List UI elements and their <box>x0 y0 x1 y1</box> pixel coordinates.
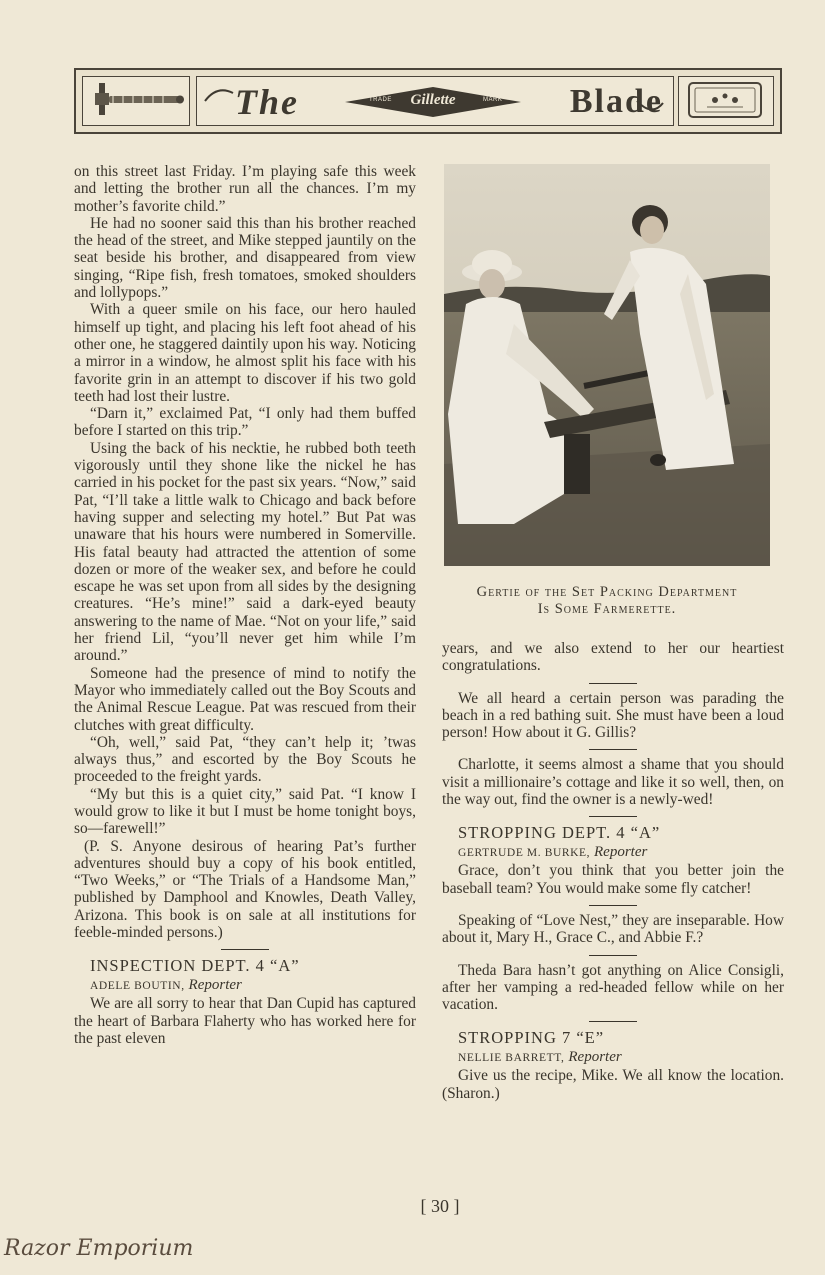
reporter-name: NELLIE BARRETT, <box>458 1052 565 1065</box>
section-divider <box>589 816 637 817</box>
reporter-role: Reporter <box>188 977 242 994</box>
news-item: Give us the recipe, Mike. We all know the location. (Sharon.) <box>442 1067 784 1102</box>
reporter-byline <box>442 1048 784 1067</box>
left-column <box>74 163 416 1047</box>
item-divider <box>589 683 637 684</box>
caption-line: Is Some Farmerette. <box>537 601 677 617</box>
masthead-title-box <box>196 76 674 126</box>
news-item: Charlotte, it seems almost a shame that you should visit a millionaire’s cottage and like it so well, then, on the way out, find the owner is a newly-wed! <box>442 756 784 809</box>
news-item: Speaking of “Love Nest,” they are inseparable. How about it, Mary H., Grace C., and Abbie F.? <box>442 911 784 947</box>
masthead-razor-illustration <box>82 76 190 126</box>
farmerette-photo <box>444 164 770 566</box>
masthead <box>74 68 782 134</box>
paragraph: “Darn it,” exclaimed Pat, “I only had them buffed before I started on this trip.” <box>74 405 416 440</box>
reporter-role: Reporter <box>594 844 648 861</box>
reporter-byline <box>74 976 416 995</box>
masthead-title-the: The <box>235 82 299 122</box>
item-divider <box>589 955 637 956</box>
right-column <box>442 640 784 1102</box>
section-divider <box>221 949 269 950</box>
paragraph: With a queer smile on his face, our hero hauled himself up tight, and placing his left foot ahead of his other one, he staggered daintily upon his way. Noticing a mirror in a window, he almost split his face with his favorite grin in an attempt to discover if his two gold teeth had lost their lustre. <box>74 301 416 405</box>
paragraph: He had no sooner said this than his brother reached the head of the street, and Mike stepped jauntily on the seat beside his brother, and disappeared from view singing, “Ripe fish, fresh tomatoes, smoked shoulders and lollypops.” <box>74 214 416 302</box>
reporter-role: Reporter <box>568 1049 622 1066</box>
watermark: Razor Emporium <box>4 1236 194 1261</box>
paragraph: years, and we also extend to her our heartiest congratulations. <box>442 640 784 675</box>
paragraph: on this street last Friday. I’m playing safe this week and letting the brother run all the chances. I’m my mother’s favorite child.” <box>74 163 416 215</box>
reporter-name: ADELE BOUTIN, <box>90 980 185 993</box>
item-divider <box>589 905 637 906</box>
section-heading-stropping-7e: STROPPING 7 “E” <box>458 1028 605 1048</box>
paragraph: “Oh, well,” said Pat, “they can’t help it; ’twas always thus,” and escorted by the Boy Scouts he proceeded to the freight yards. <box>74 733 416 786</box>
gillette-brand-text: Gillette <box>410 92 456 108</box>
page-number: [ 30 ] <box>420 1196 460 1216</box>
item-divider <box>589 749 637 750</box>
razor-blade-icon <box>679 77 771 123</box>
reporter-name: GERTRUDE M. BURKE, <box>458 847 591 860</box>
reporter-byline <box>442 843 784 862</box>
paragraph: We are all sorry to hear that Dan Cupid has captured the heart of Barbara Flaherty who has worked here for the past eleven <box>74 995 416 1047</box>
news-item: We all heard a certain person was parading the beach in a red bathing suit. She must have been a loud person! How about it G. Gillis? <box>442 689 784 742</box>
trademark-mark-text: MARK <box>483 97 503 103</box>
trademark-trade-text: TRADE <box>369 97 392 103</box>
news-item: Theda Bara hasn’t got anything on Alice Consigli, after her vamping a red-headed fellow while on her vacation. <box>442 961 784 1014</box>
photo-caption <box>444 584 770 618</box>
masthead-blade-illustration <box>678 76 774 126</box>
razor-icon <box>83 77 187 123</box>
paragraph: “My but this is a quiet city,” said Pat. “I know I would grow to like it but I must be home tonight boys, so—farewell!” <box>74 785 416 838</box>
news-item: Grace, don’t you think that you better join the baseball team? You would make some fly catcher! <box>442 862 784 897</box>
paragraph-postscript: (P. S. Anyone desirous of hearing Pat’s further adventures should buy a copy of his book entitled, “Two Weeks,” or “The Trials of a Handsome Man,” published by Damphool and Knowles, Death Valley, Arizona. This book is on sale at all institutions for feeble-minded persons.) <box>74 837 416 942</box>
masthead-title-blade: Blade <box>569 83 663 120</box>
section-divider <box>589 1021 637 1022</box>
photo-image <box>444 164 770 566</box>
paragraph: Someone had the presence of mind to notify the Mayor who immediately called out the Boy Scouts and the Animal Rescue League. Pat was rescued from their clutches with great difficulty. <box>74 664 416 734</box>
section-heading-inspection: INSPECTION DEPT. 4 “A” <box>90 956 300 976</box>
section-heading-stropping-4a: STROPPING DEPT. 4 “A” <box>458 823 661 843</box>
paragraph: Using the back of his necktie, he rubbed both teeth vigorously until they shone like the nickel he has carried in his pocket for the past six years. “Now,” said Pat, “I’ll take a little walk to Chicago and back before having supper and selecting my hotel.” But Pat was unaware that his hours were numbered in Somerville. His fatal beauty had attracted the attention of some dozen or more of the weaker sex, and before he could escape he was set upon from all sides by the designing creatures. “He’s mine!” said a dark-eyed beauty answering to the name of Mae. “Not on your life,” said her friend Lil, “you’ll never get him while I’m around.” <box>74 439 416 665</box>
caption-line: Gertie of the Set Packing Department <box>476 584 738 600</box>
